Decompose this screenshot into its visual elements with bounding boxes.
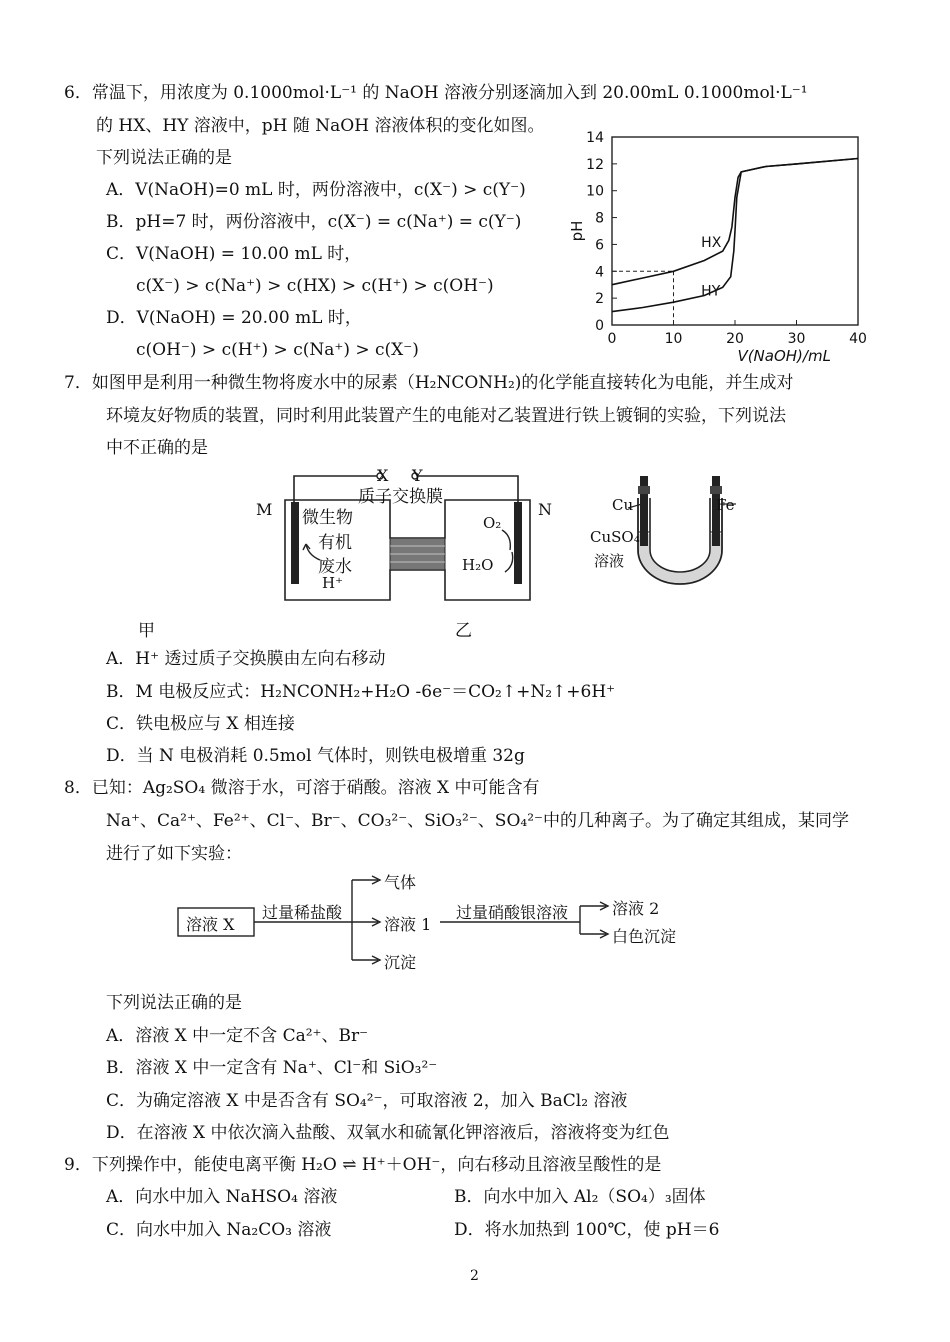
q9-option-d: D．将水加热到 100℃，使 pH＝6 <box>454 1220 720 1240</box>
ph-titration-chart <box>560 125 880 365</box>
q8-option-d: D．在溶液 X 中依次滴入盐酸、双氧水和硫氰化钾溶液后，溶液将变为红色 <box>106 1123 670 1143</box>
q7-option-d: D．当 N 电极消耗 0.5mol 气体时，则铁电极增重 32g <box>106 746 525 766</box>
flow-white-precipitate: 白色沉淀 <box>612 927 677 946</box>
y-tick-label: 14 <box>586 130 604 146</box>
electrode-n <box>514 502 522 584</box>
x-tick-label: 20 <box>726 331 744 347</box>
x-tick-label: 10 <box>664 331 683 347</box>
y-axis-label: pH <box>568 220 586 242</box>
electrode-m <box>291 502 299 584</box>
q7-option-b: B．M 电极反应式：H₂NCONH₂+H₂O -6e⁻＝CO₂↑+N₂↑+6H⁺ <box>106 682 616 702</box>
x-axis-label: V(NaOH)/mL <box>737 347 831 365</box>
curve-label-hx: HX <box>701 235 722 252</box>
y-tick-label: 4 <box>595 264 604 281</box>
y-tick-label: 12 <box>586 156 604 173</box>
q6-option-a: A．V(NaOH)=0 mL 时，两份溶液中，c(X⁻) > c(Y⁻) <box>106 180 526 200</box>
label-fe: Fe <box>716 496 735 514</box>
label-n: N <box>538 500 552 519</box>
q8-stem-line1: 8．已知：Ag₂SO₄ 微溶于水，可溶于硝酸。溶液 X 中可能含有 <box>64 778 540 798</box>
label-solution: 溶液 <box>594 552 625 570</box>
q7-stem-line1: 7．如图甲是利用一种微生物将废水中的尿素（H₂NCONH₂)的化学能直接转化为电能，并生成对 <box>64 373 794 393</box>
label-y: Y <box>412 466 423 485</box>
y-tick-label: 10 <box>586 183 604 200</box>
label-yi: 乙 <box>455 621 472 641</box>
flow-precipitate: 沉淀 <box>384 953 417 972</box>
flow-gas: 气体 <box>384 873 417 892</box>
y-tick-label: 2 <box>595 291 604 308</box>
q6-option-d-line2: c(OH⁻) > c(H⁺) > c(Na⁺) > c(X⁻) <box>136 340 419 360</box>
q6-option-d-line1: D．V(NaOH) = 20.00 mL 时， <box>106 308 362 328</box>
q6-stem-line1: 6．常温下，用浓度为 0.1000mol·L⁻¹ 的 NaOH 溶液分别逐滴加入到 20.00mL 0.1000mol·L⁻¹ <box>64 83 808 103</box>
experiment-flowchart <box>170 868 710 972</box>
y-tick-label: 0 <box>595 318 604 334</box>
q6-option-c-line1: C．V(NaOH) = 10.00 mL 时， <box>106 244 362 264</box>
q9-option-b: B．向水中加入 Al₂（SO₄）₃固体 <box>454 1187 706 1207</box>
q8-option-c: C．为确定溶液 X 中是否含有 SO₄²⁻，可取溶液 2，加入 BaCl₂ 溶液 <box>106 1091 628 1111</box>
q7-option-a: A．H⁺ 透过质子交换膜由左向右移动 <box>106 649 386 669</box>
q6-option-c-line2: c(X⁻) > c(Na⁺) > c(HX) > c(H⁺) > c(OH⁻) <box>136 276 494 296</box>
label-cu: Cu <box>612 496 634 514</box>
label-m: M <box>256 500 273 519</box>
label-membrane: 质子交换膜 <box>358 487 443 507</box>
q6-prompt: 下列说法正确的是 <box>96 148 232 168</box>
q8-stem-line3: 进行了如下实验： <box>106 844 242 864</box>
label-jia: 甲 <box>138 621 155 641</box>
x-tick-label: 30 <box>787 331 806 347</box>
label-x: X <box>377 466 389 485</box>
q6-option-b: B．pH=7 时，两份溶液中，c(X⁻) = c(Na⁺) = c(Y⁻) <box>106 212 522 232</box>
label-hplus: H⁺ <box>322 574 343 592</box>
page-number: 2 <box>470 1268 479 1284</box>
label-o2: O₂ <box>483 514 502 532</box>
q8-stem-line2: Na⁺、Ca²⁺、Fe²⁺、Cl⁻、Br⁻、CO₃²⁻、SiO₃²⁻、SO₄²⁻中的几种离子。为了确定其组成，某同学 <box>106 811 849 831</box>
x-tick-label: 40 <box>849 331 867 347</box>
q8-option-b: B．溶液 X 中一定含有 Na⁺、Cl⁻和 SiO₃²⁻ <box>106 1058 438 1078</box>
q9-option-a: A．向水中加入 NaHSO₄ 溶液 <box>106 1187 338 1207</box>
q7-option-c: C．铁电极应与 X 相连接 <box>106 714 295 734</box>
x-tick-label: 0 <box>607 331 617 347</box>
series-line-hy <box>612 159 858 312</box>
flow-solution-x: 溶液 X <box>186 915 235 934</box>
q8-option-a: A．溶液 X 中一定不含 Ca²⁺、Br⁻ <box>106 1026 369 1046</box>
flow-solution-2: 溶液 2 <box>612 899 660 918</box>
label-h2o: H₂O <box>462 556 494 574</box>
flow-step2: 过量硝酸银溶液 <box>456 903 569 922</box>
q7-stem-line3: 中不正确的是 <box>106 438 208 458</box>
flow-solution-1: 溶液 1 <box>384 915 432 934</box>
q9-option-c: C．向水中加入 Na₂CO₃ 溶液 <box>106 1220 332 1240</box>
flow-step1: 过量稀盐酸 <box>262 903 343 922</box>
q9-stem: 9．下列操作中，能使电离平衡 H₂O ⇌ H⁺＋OH⁻，向右移动且溶液呈酸性的是 <box>64 1155 662 1175</box>
q7-stem-line2: 环境友好物质的装置，同时利用此装置产生的电能对乙装置进行铁上镀铜的实验，下列说法 <box>106 406 786 426</box>
label-microbe: 微生物 <box>302 508 353 528</box>
y-tick-label: 6 <box>595 237 604 254</box>
label-organic: 有机 <box>318 533 352 553</box>
label-cuso4: CuSO₄ <box>590 528 640 546</box>
y-tick-label: 8 <box>595 210 604 227</box>
q8-prompt: 下列说法正确的是 <box>106 993 242 1013</box>
label-waste: 废水 <box>318 557 352 577</box>
q6-stem-line2: 的 HX、HY 溶液中，pH 随 NaOH 溶液体积的变化如图。 <box>96 116 545 136</box>
curve-label-hy: HY <box>701 283 721 300</box>
